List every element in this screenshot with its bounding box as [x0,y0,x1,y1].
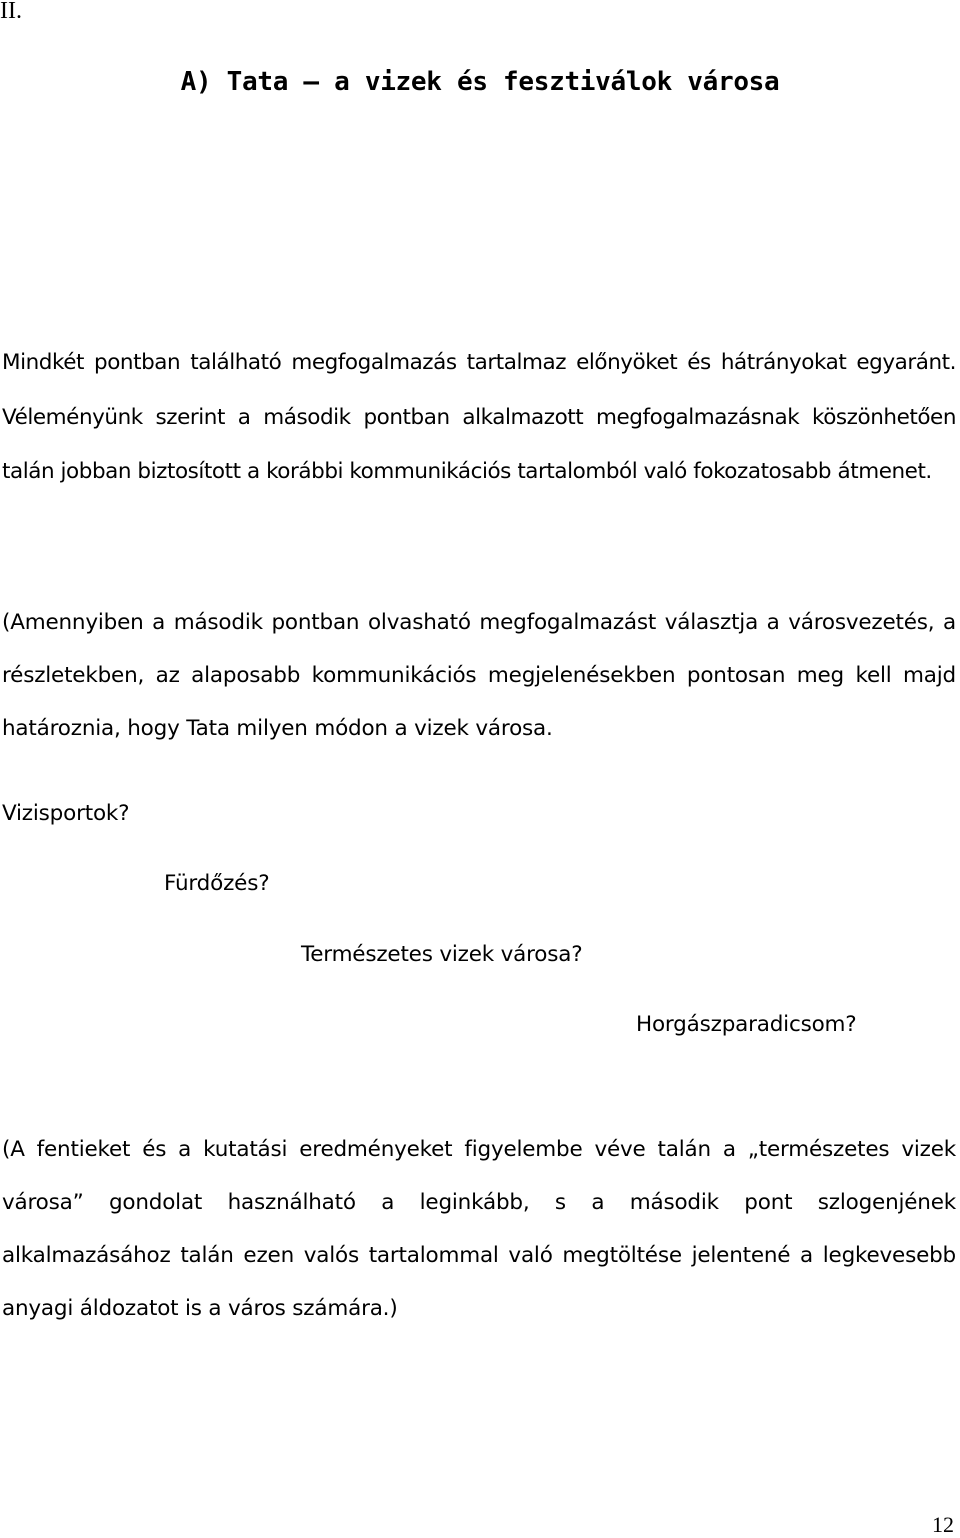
question-water-sports: Vizisportok? [2,801,130,826]
page-number: 12 [932,1512,954,1537]
page-title: A) Tata – a vizek és fesztiválok városa [180,67,780,97]
paragraph-intro: Mindkét pontban található megfogalmazás tartalmaz előnyöket és hátrányokat egyaránt. Véleményünk szerint a második pontban alkalmazott megfogalmazásnak köszönhetően talán jobban biztosított a korábbi kommunikációs tartalomból való fokozatosabb átmenet. [2,350,956,484]
paragraph-city-leadership: (Amennyiben a második pontban olvasható megfogalmazást választja a városvezetés, a részletekben, az alaposabb kommunikációs megjelenésekben pontosan meg kell majd határoznia, hogy Tata milyen módon a vizek városa. [2,610,956,741]
question-fishing-paradise: Horgászparadicsom? [636,1012,857,1037]
paragraph-conclusion: (A fentieket és a kutatási eredményeket figyelembe véve talán a „természetes vizek városa” gondolat használható a leginkább, s a második pont szlogenjének alkalmazásához talán ezen valós tartalommal való megtöltése jelentené a legkevesebb anyagi áldozatot is a város számára.) [2,1137,956,1321]
question-bathing: Fürdőzés? [164,871,270,896]
section-number: II. [0,0,22,24]
question-natural-waters: Természetes vizek városa? [301,942,583,967]
